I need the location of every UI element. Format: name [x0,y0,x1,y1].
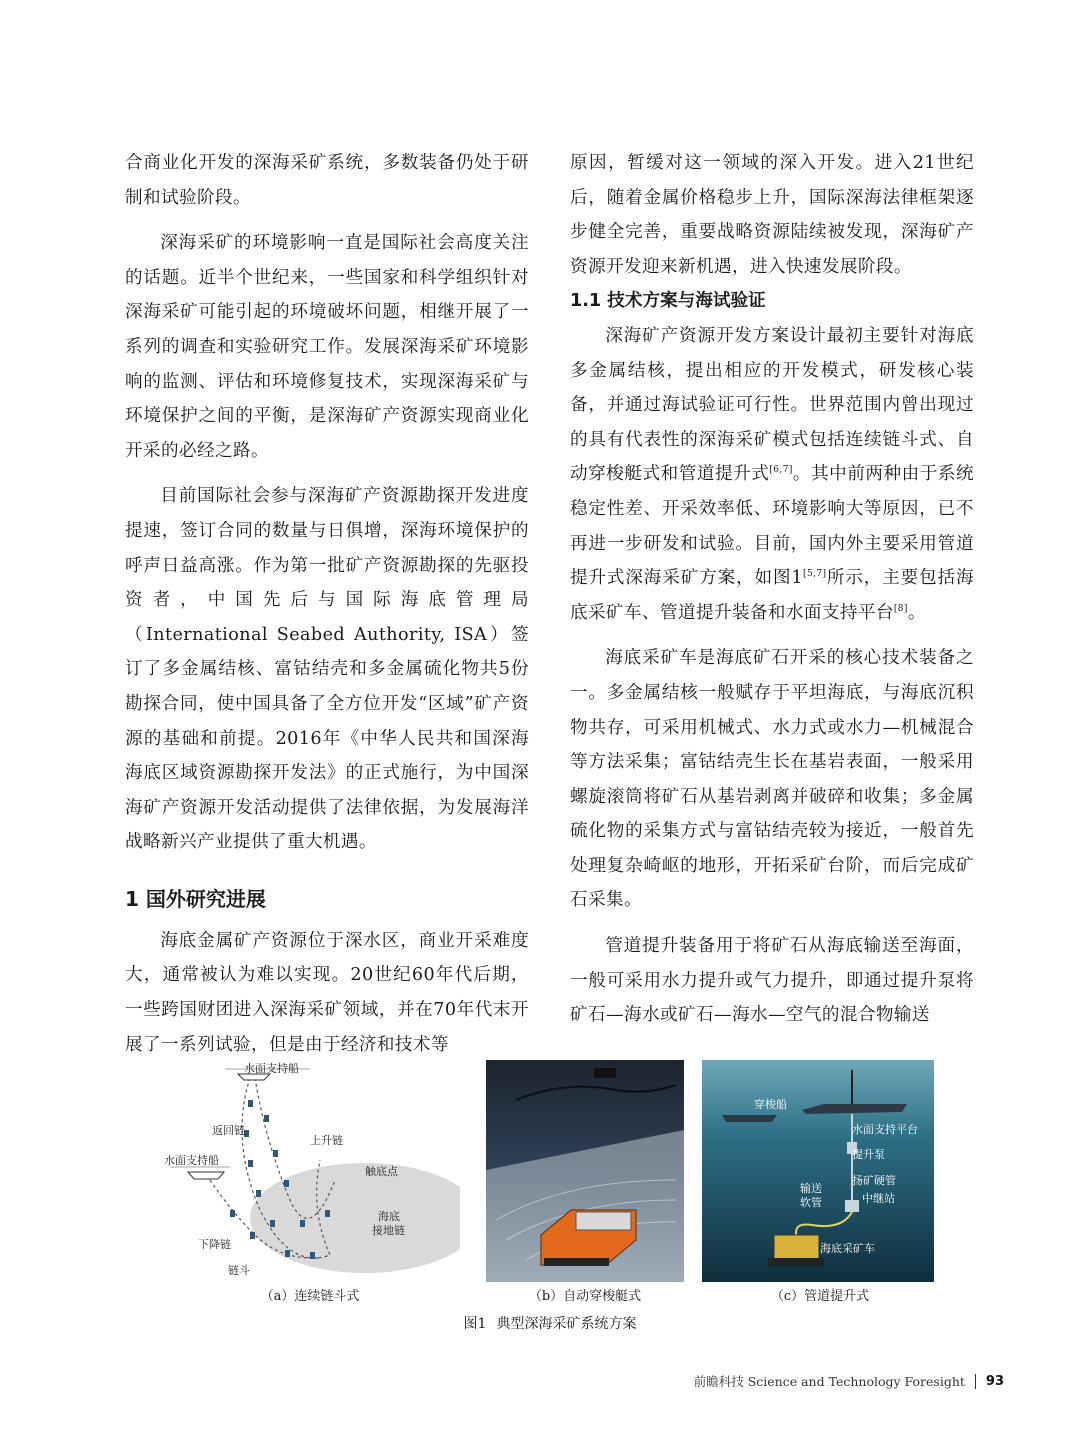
text-segment: 。其中前两种由于系统稳定性差、开采效率低、环境影响大等原因，已不再进一步研发和试验。目前，国内外主要采用管道提升式深海采矿方案，如图1 [570,464,974,589]
citation: [6,7] [769,465,793,476]
text-segment: 深海矿产资源开发方案设计最初主要针对海底多金属结核，提出相应的开发模式，研发核心装备，并通过海试验证可行性。世界范围内曾出现过的具有代表性的深海采矿模式包括连续链斗式、自动穿梭艇式和管道提升式 [570,325,974,485]
shuttle-ship [722,1115,777,1122]
label-pump: 提升泵 [852,1148,885,1161]
text-segment: 。 [907,602,926,623]
relay-station [845,1200,859,1212]
journal-name-en: Science and Technology Foresight [747,1373,965,1389]
seabed-area [250,1163,460,1273]
label-hose: 软管 [800,1196,822,1209]
vessel-silhouette [594,1068,616,1078]
paragraph-reason: 原因，暂缓对这一领域的深入开发。进入21世纪后，随着金属价格稳步上升，国际深海法律框架逐步健全完善，重要战略资源陆续被发现，深海矿产资源开发迎来新机遇，进入快速发展阶段。 [570,153,974,277]
label-seabed-chain: 接地链 [372,1224,405,1237]
paragraph-environment: 深海采矿的环境影响一直是国际社会高度关注的话题。近半个世纪来，一些国家和科学组织针对深海采矿可能引起的环境破坏问题，相继开展了一系列的调查和实验研究工作。发展深海采矿环境影响的监测、评估和环境修复技术，实现深海采矿与环境保护之间的平衡，是深海矿产资源实现商业化开采的必经之路。 [125,233,529,461]
label-descend-chain: 下降链 [198,1238,231,1251]
text-segment: 所示，主要包括海底采矿车、管道提升装备和水面支持平台 [570,568,974,623]
label-seabed-chain: 海底 [378,1210,400,1223]
journal-name-cn: 前瞻科技 [693,1374,744,1389]
paragraph-foreign-progress: 海底金属矿产资源位于深水区，商业开采难度大，通常被认为难以实现。20世纪60年代后期，一些跨国财团进入深海采矿领域，并在70年代末开展了一系列试验，但是由于经济和技术等 [125,930,529,1055]
paragraph-china-contracts: 目前国际社会参与深海矿产资源勘探开发进度提速，签订合同的数量与日俱增，深海环境保护的呼声日益高涨。作为第一批矿产资源勘探的先驱投资者，中国先后与国际海底管理局（International Seabed Authority, ISA）签订了多金属结核、富钴结壳和多金属硫化物共5份勘探合同，使中国具备了全方位开发“区域”矿产资源的基础和前提。2016年《中华人民共和国深海海底区域资源勘探开发法》的正式施行，为中国深海矿产资源开发活动提供了法律依据，为发展海洋战略新兴产业提供了重大机遇。 [125,486,529,853]
citation: [5,7] [803,569,827,580]
citation: [8] [893,603,908,614]
label-bucket: 链斗 [228,1264,250,1277]
mining-vehicle [768,1235,824,1266]
figure-title: 典型深海采矿系统方案 [496,1316,637,1332]
label-ship: 水面支持船 [164,1154,219,1167]
caption-a: （a）连续链斗式 [260,1289,360,1304]
panel-c-illustration [702,1060,934,1282]
label-shuttle: 穿梭船 [754,1098,787,1111]
label-return-chain: 返回链 [212,1124,245,1137]
figure-number: 图1 [463,1316,487,1332]
ship-icon [188,1172,224,1179]
paragraph-pipe-lifting: 管道提升装备用于将矿石从海底输送至海面，一般可采用水力提升或气力提升，即通过提升泵将矿石—海水或矿石—海水—空气的混合物输送 [570,936,974,1026]
label-vehicle: 海底采矿车 [820,1242,875,1255]
paragraph-tech-scheme [570,319,974,630]
label-ship: 水面支持船 [244,1062,299,1075]
label-rise-chain: 上升链 [310,1134,343,1147]
subsection-title: 1.1 技术方案与海试验证 [570,291,766,312]
panel-a-diagram [160,1060,460,1282]
panel-b-illustration [486,1060,684,1282]
paragraph-mining-vehicle: 海底采矿车是海底矿石开采的核心技术装备之一。多金属结核一般赋存于平坦海底，与海底沉积物共存，可采用机械式、水力式或水力—机械混合等方法采集；富钴结壳生长在基岩表面，一般采用螺旋滚筒将矿石从基岩剥离并破碎和收集；多金属硫化物的采集方式与富钴结壳较为接近，一般首先处理复杂崎岖的地形，开拓采矿台阶，而后完成矿石采集。 [570,648,974,911]
left-column [125,146,529,1062]
label-riser: 扬矿硬管 [852,1174,896,1187]
figure-1 [160,1060,940,1335]
caption-c: （c）管道提升式 [770,1289,870,1304]
label-relay: 中继站 [862,1192,895,1205]
paragraph-continued: 合商业化开发的深海采矿系统，多数装备仍处于研制和试验阶段。 [125,153,529,208]
section-title: 1 国外研究进展 [125,886,266,911]
right-column [570,146,974,1033]
label-hose: 输送 [800,1182,822,1195]
page-footer [694,1372,1004,1390]
page-number: 93 [985,1373,1004,1389]
footer-divider [975,1374,976,1389]
label-platform: 水面支持平台 [852,1123,918,1136]
label-touch-point: 触底点 [365,1165,398,1178]
figure-caption [400,1313,700,1333]
caption-b: （b）自动穿梭艇式 [528,1289,642,1304]
